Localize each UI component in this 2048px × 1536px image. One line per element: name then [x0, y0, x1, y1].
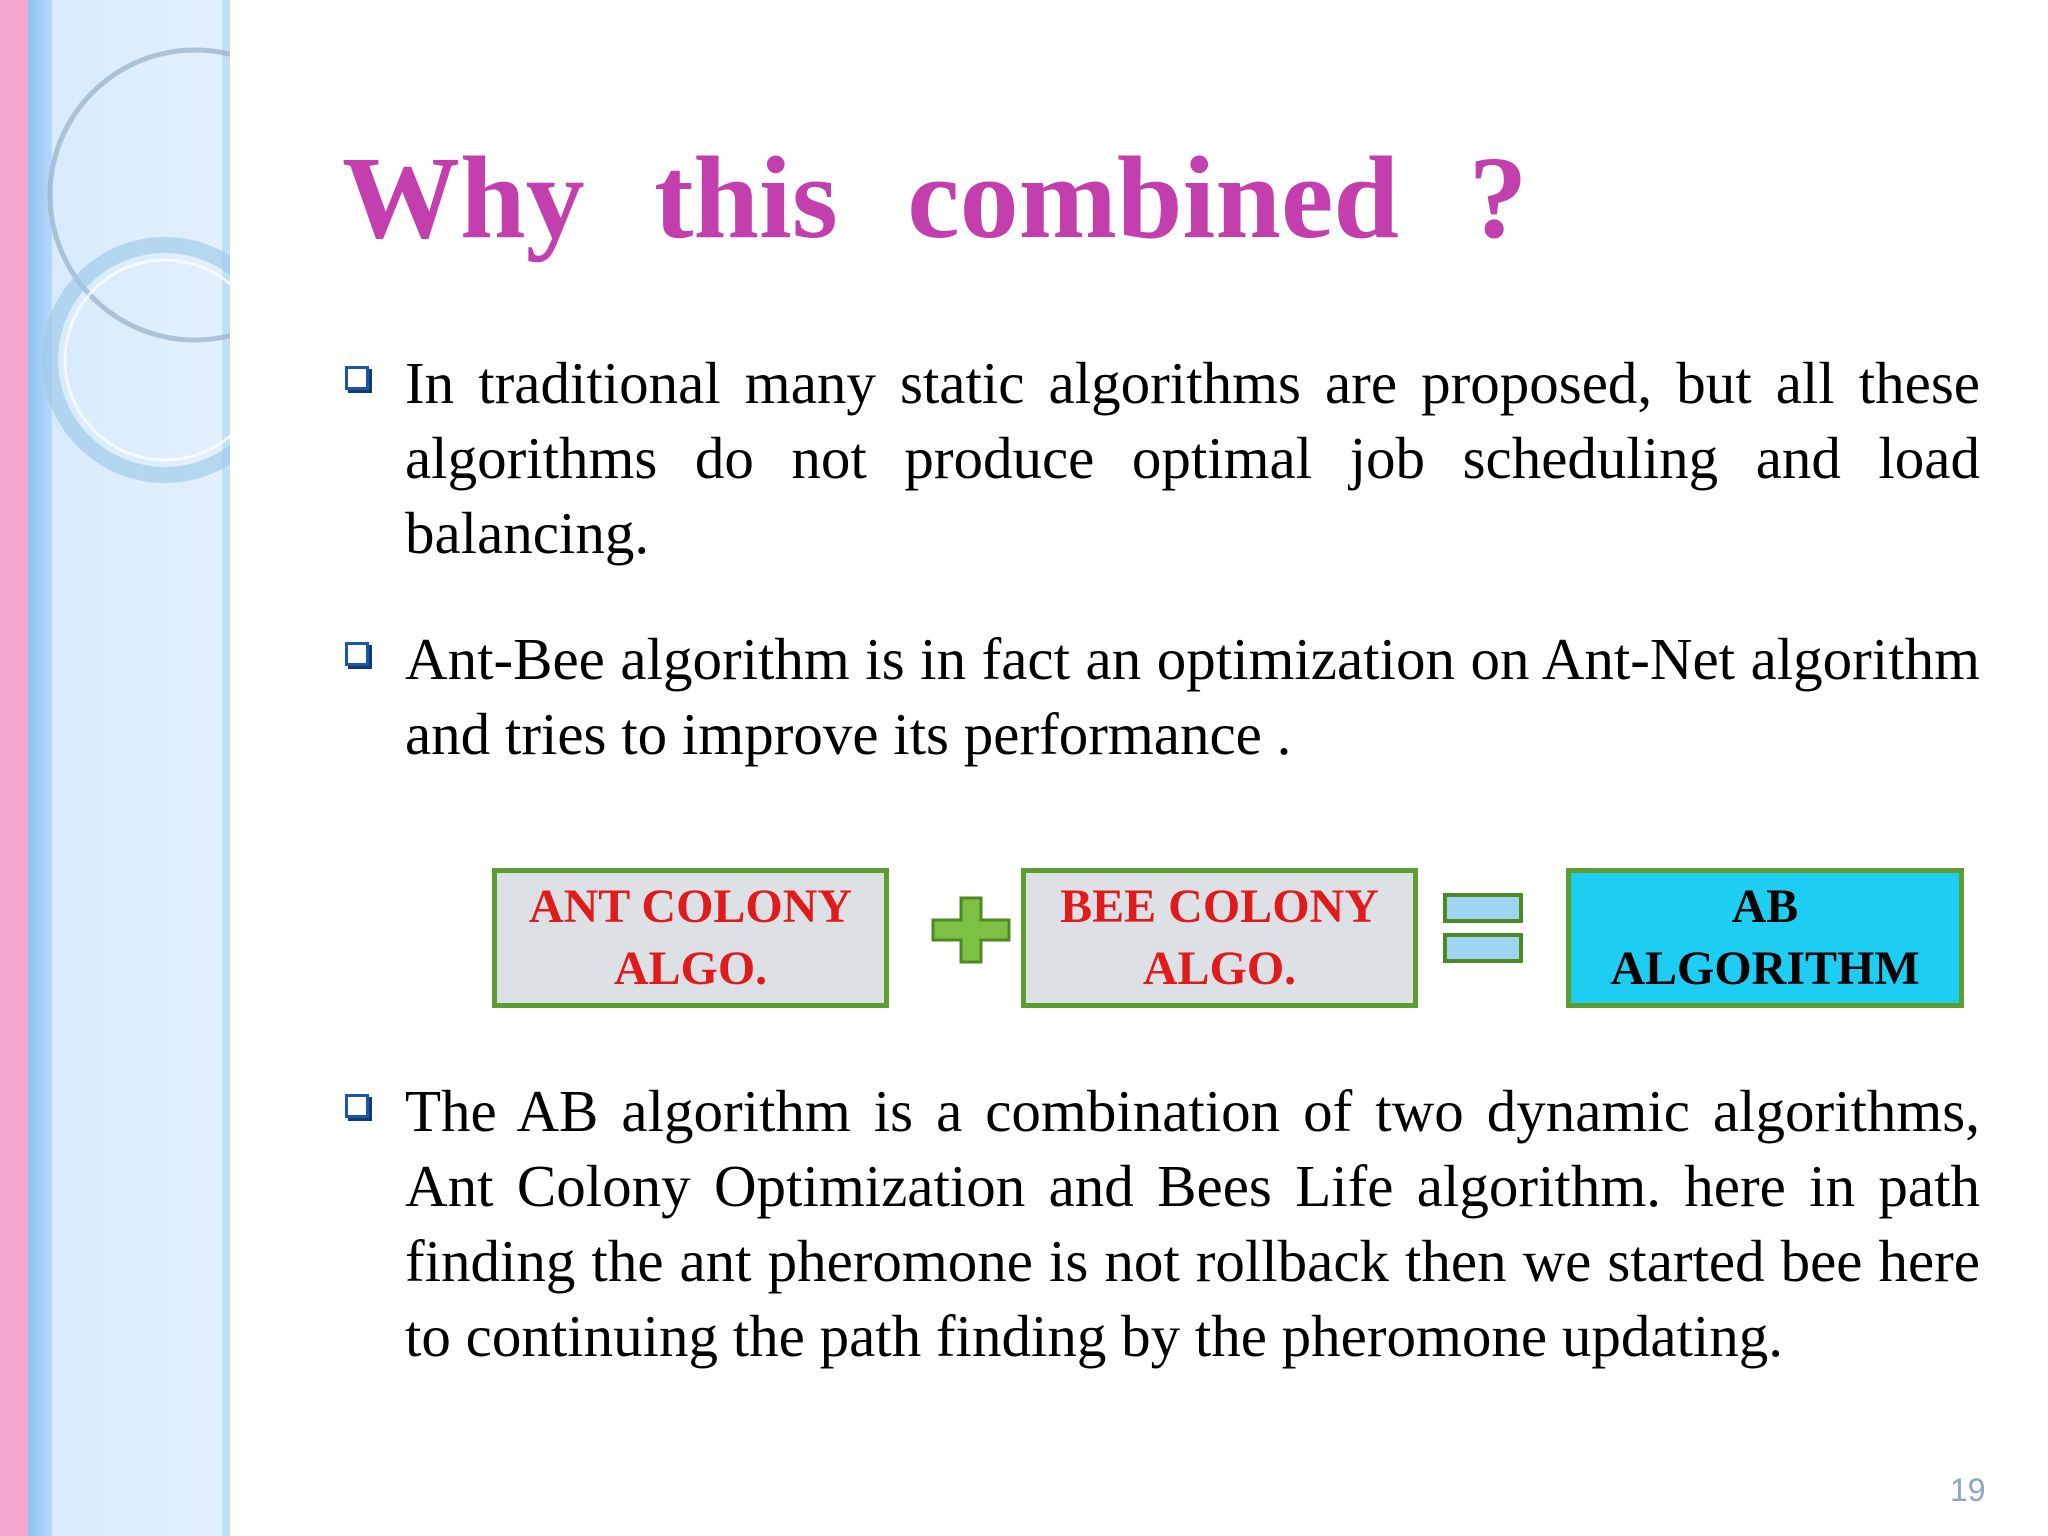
ab-algorithm-box	[1566, 868, 1964, 1008]
bee-colony-label-line2: ALGO.	[1142, 942, 1297, 995]
ab-algorithm-label-line1: AB	[1731, 880, 1799, 933]
ant-colony-box	[492, 868, 889, 1008]
ant-colony-label-line2: ALGO.	[613, 942, 768, 995]
ab-algorithm-label-line2: ALGORITHM	[1610, 942, 1920, 995]
page-number: 19	[1950, 1472, 1986, 1508]
slide-title: Why this combined ?	[342, 132, 1528, 263]
bee-colony-box	[1021, 868, 1418, 1008]
decorative-rings	[0, 0, 230, 1536]
left-decorative-band	[0, 0, 230, 1536]
bullet-checkbox-icon	[345, 366, 369, 390]
bullet-checkbox-icon	[345, 642, 369, 666]
equals-icon	[1441, 890, 1525, 970]
bullet-text: In traditional many static algorithms are proposed, but all these algorithms do not produce optimal job scheduling and load balancing.	[405, 350, 1980, 566]
bullet-checkbox-icon	[345, 1094, 369, 1118]
ant-colony-label-line1: ANT COLONY	[528, 880, 853, 933]
bullet-item-1	[345, 346, 1980, 571]
bee-colony-label-line1: BEE COLONY	[1060, 880, 1379, 933]
bullet-text: The AB algorithm is a combination of two dynamic algorithms, Ant Colony Optimization and Bees Life algorithm. here in path finding the ant pheromone is not rollback then we started bee here to continuing the path finding by the pheromone updating.	[405, 1078, 1980, 1369]
bullet-item-3	[345, 1074, 1980, 1374]
bullet-item-2	[345, 622, 1980, 772]
plus-icon	[930, 895, 1012, 965]
bullet-text: Ant-Bee algorithm is in fact an optimization on Ant-Net algorithm and tries to improve its performance .	[405, 626, 1980, 767]
